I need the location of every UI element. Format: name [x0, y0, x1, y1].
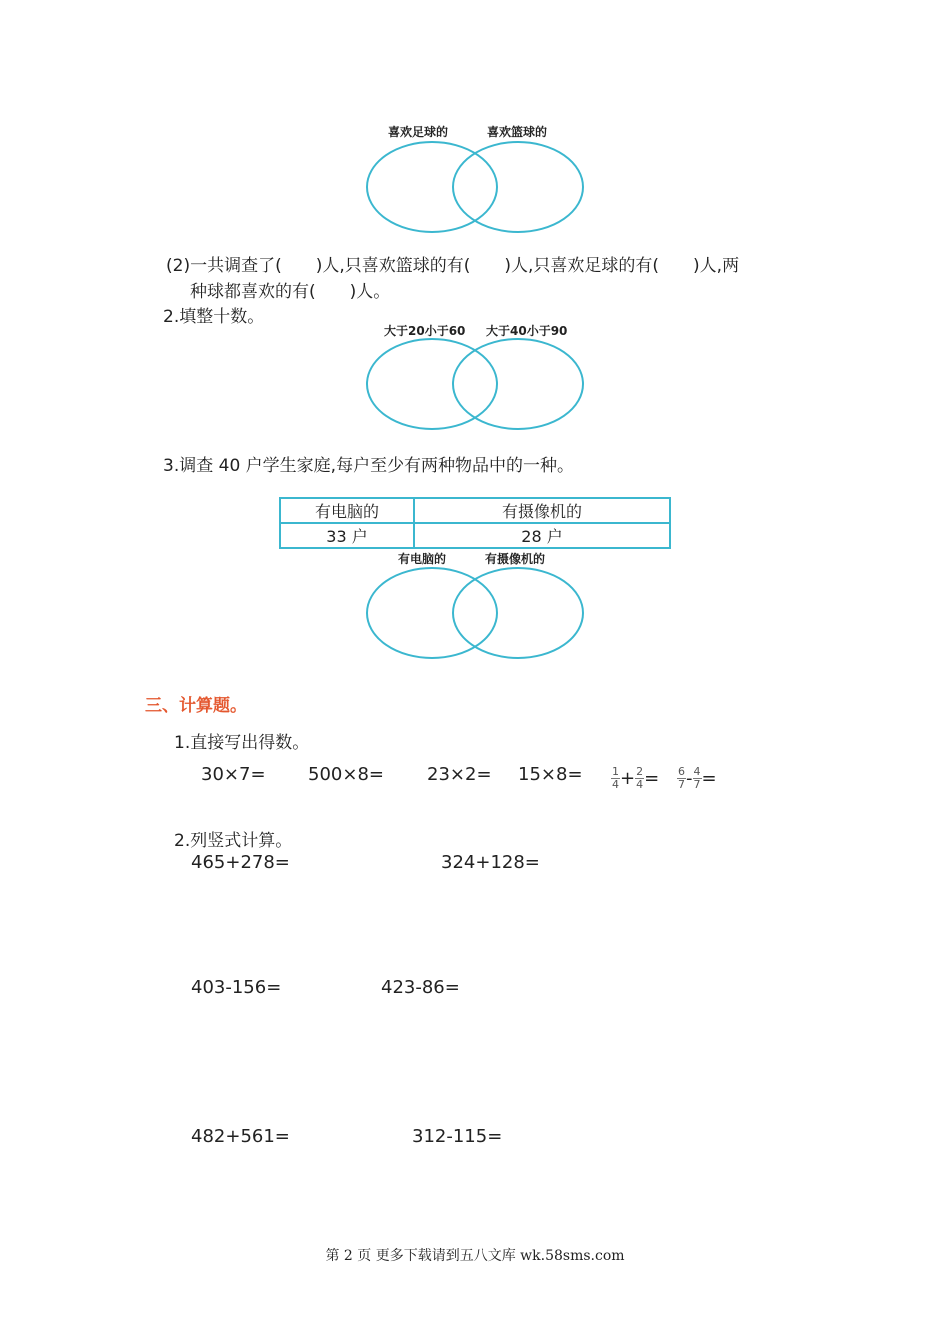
- venn3-right-label: 有摄像机的: [485, 552, 546, 566]
- fraction: $\frac{2}{4}$: [636, 765, 644, 791]
- survey-table: [279, 497, 671, 549]
- venn2-right-label: 大于40小于90: [486, 324, 568, 338]
- venn1-left-label: 喜欢足球的: [388, 125, 449, 139]
- table-header-computer: 有电脑的: [280, 498, 414, 523]
- table-row: [280, 523, 670, 548]
- calc-2-item: 482+561=: [191, 1126, 290, 1147]
- calc-2-item: 423-86=: [381, 977, 460, 998]
- question-2-title: 2.填整十数。: [163, 307, 265, 327]
- venn3-right-circle: [453, 568, 583, 658]
- calc-2-item: 465+278=: [191, 852, 290, 873]
- calc-2-item: 403-156=: [191, 977, 282, 998]
- fraction: $\frac{6}{7}$: [678, 765, 685, 791]
- calc-2-title: 2.列竖式计算。: [174, 831, 293, 851]
- calc-2-item: 324+128=: [441, 852, 540, 873]
- venn1-right-circle: [453, 142, 583, 232]
- venn2-left-label: 大于20小于60: [384, 324, 466, 338]
- venn2-right-circle: [453, 339, 583, 429]
- venn-diagram-1: [360, 138, 590, 238]
- fraction-subtraction: $\frac{6}{7}$ - $\frac{4}{7}$ =: [678, 765, 717, 791]
- question-3-title: 3.调查 40 户学生家庭,每户至少有两种物品中的一种。: [163, 456, 575, 476]
- question-1-part-2-line-2: 种球都喜欢的有( )人。: [190, 282, 391, 302]
- question-1-part-2-line-1: (2)一共调查了( )人,只喜欢篮球的有( )人,只喜欢足球的有( )人,两: [166, 256, 740, 276]
- venn1-left-circle: [367, 142, 497, 232]
- calc-1-item: 15×8=: [518, 764, 583, 785]
- table-header-camera: 有摄像机的: [414, 498, 670, 523]
- fraction: $\frac{4}{7}$: [693, 765, 701, 791]
- venn1-right-label: 喜欢篮球的: [487, 125, 548, 139]
- page-footer: 第 2 页 更多下载请到五八文库 wk.58sms.com: [325, 1248, 625, 1264]
- table-cell-camera-count: 28 户: [414, 523, 670, 548]
- fraction-addition: $\frac{1}{4}$ + $\frac{2}{4}$ =: [612, 765, 660, 791]
- venn2-left-circle: [367, 339, 497, 429]
- calc-1-item: 500×8=: [308, 764, 384, 785]
- section-3-title: 三、计算题。: [145, 696, 247, 716]
- table-row: [280, 498, 670, 523]
- calc-2-item: 312-115=: [412, 1126, 503, 1147]
- fraction: $\frac{1}{4}$: [612, 765, 619, 791]
- venn3-left-label: 有电脑的: [398, 552, 447, 566]
- calc-1-item: 23×2=: [427, 764, 492, 785]
- venn3-left-circle: [367, 568, 497, 658]
- venn-diagram-3: [360, 565, 590, 665]
- venn-diagram-2: [360, 336, 590, 436]
- calc-1-title: 1.直接写出得数。: [174, 733, 310, 753]
- table-cell-computer-count: 33 户: [280, 523, 414, 548]
- calc-1-item: 30×7=: [201, 764, 266, 785]
